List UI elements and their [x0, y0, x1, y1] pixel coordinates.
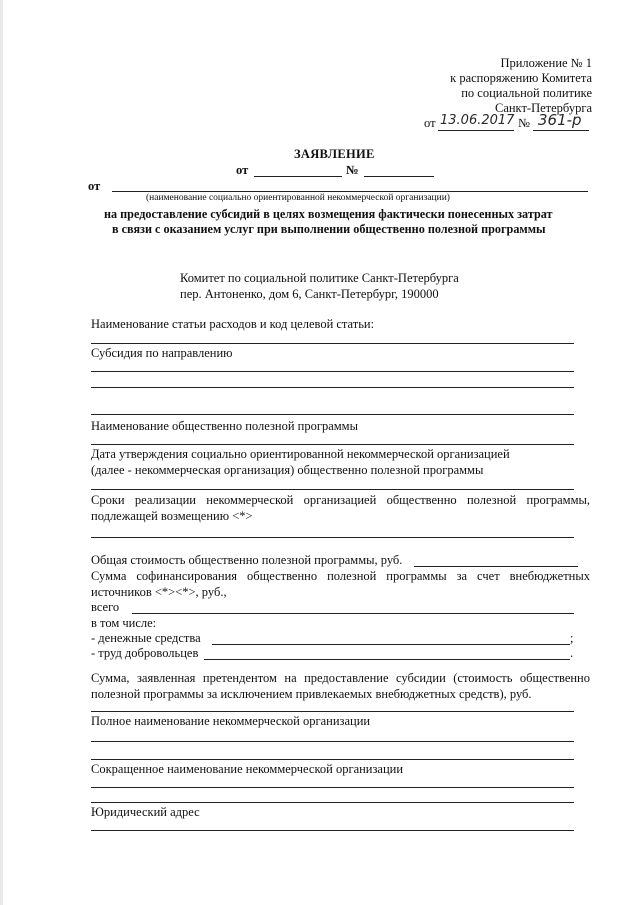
appendix-number-label: №	[518, 116, 530, 130]
short-name-blank-2[interactable]	[91, 802, 574, 803]
approval-date-blank[interactable]	[91, 489, 574, 490]
short-name-label: Сокращенное наименование некоммерческой организации	[91, 762, 404, 776]
cash-blank[interactable]	[212, 644, 570, 645]
legal-address-blank[interactable]	[91, 830, 574, 831]
terms-line-1: Сроки реализации некоммерческой организацией общественно полезной программы,	[91, 493, 590, 507]
claimed-sum-line-2: полезной программы за исключением привлекаемых внебюджетных средств), руб.	[91, 687, 532, 701]
short-name-blank-1[interactable]	[91, 787, 574, 788]
full-name-blank-2[interactable]	[91, 759, 574, 760]
subsidy-direction-blank-2[interactable]	[91, 387, 574, 388]
addressee-line-1: Комитет по социальной политике Санкт-Петербурга	[180, 271, 459, 285]
title-number-blank[interactable]	[364, 176, 434, 177]
appendix-date-underline	[438, 130, 514, 131]
full-name-label: Полное наименование некоммерческой организации	[91, 714, 371, 728]
appendix-line-2: к распоряжению Комитета	[450, 71, 592, 85]
title-number-label: №	[346, 163, 359, 177]
purpose-line-2: в связи с оказанием услуг при выполнении общественно полезной программы	[112, 222, 546, 236]
terms-blank[interactable]	[91, 537, 574, 538]
appendix-number-underline	[533, 130, 589, 131]
volunteers-blank[interactable]	[204, 659, 570, 660]
expense-item-blank[interactable]	[91, 343, 574, 344]
cofinancing-total-label: всего	[91, 600, 120, 614]
subsidy-direction-blank-1[interactable]	[91, 371, 574, 372]
expense-item-label: Наименование статьи расходов и код целевой статьи:	[91, 317, 375, 331]
volunteers-end: .	[570, 646, 574, 660]
total-cost-blank[interactable]	[414, 566, 578, 567]
appendix-date-label: от	[424, 116, 436, 130]
document-title: ЗАЯВЛЕНИЕ	[294, 147, 375, 161]
full-name-blank-1[interactable]	[91, 741, 574, 742]
program-name-label: Наименование общественно полезной программы	[91, 419, 358, 433]
including-label: в том числе:	[91, 616, 157, 630]
claimed-sum-blank[interactable]	[91, 711, 574, 712]
program-name-blank[interactable]	[91, 444, 574, 445]
title-from-label: от	[236, 163, 249, 177]
volunteers-label: - труд добровольцев	[91, 646, 199, 660]
cash-label: - денежные средства	[91, 631, 201, 645]
terms-line-2: подлежащей возмещению <*>	[91, 509, 253, 523]
cofinancing-line-1: Сумма софинансирования общественно полезной программы за счет внебюджетных	[91, 569, 590, 583]
cofinancing-total-blank[interactable]	[132, 613, 574, 614]
addressee-line-2: пер. Антоненко, дом 6, Санкт-Петербург, 190000	[180, 287, 439, 301]
cash-end: ;	[570, 631, 574, 645]
org-name-blank[interactable]	[112, 191, 588, 192]
scan-edge	[0, 0, 3, 905]
approval-date-line-2: (далее - некоммерческая организация) общественно полезной программы	[91, 463, 484, 477]
appendix-line-1: Приложение № 1	[500, 56, 592, 70]
legal-address-label: Юридический адрес	[91, 805, 200, 819]
org-from-label: от	[88, 179, 101, 193]
appendix-line-3: по социальной политике	[461, 86, 592, 100]
total-cost-label: Общая стоимость общественно полезной программы, руб.	[91, 553, 403, 567]
title-date-blank[interactable]	[254, 176, 342, 177]
subsidy-direction-label: Субсидия по направлению	[91, 346, 233, 360]
claimed-sum-line-1: Сумма, заявленная претендентом на предоставление субсидии (стоимость общественно	[91, 671, 590, 685]
appendix-line-4: Санкт-Петербурга	[494, 101, 592, 115]
subsidy-direction-blank-3[interactable]	[91, 414, 574, 415]
appendix-number-handwritten: 361-р	[538, 111, 582, 129]
approval-date-line-1: Дата утверждения социально ориентированной некоммерческой организацией	[91, 447, 510, 461]
purpose-line-1: на предоставление субсидий в целях возмещения фактически понесенных затрат	[104, 207, 553, 221]
appendix-date-handwritten: 13.06.2017	[440, 113, 515, 128]
cofinancing-line-2: источников <*><*>, руб.,	[91, 585, 227, 599]
org-caption: (наименование социально ориентированной некоммерческой организации)	[146, 193, 450, 203]
